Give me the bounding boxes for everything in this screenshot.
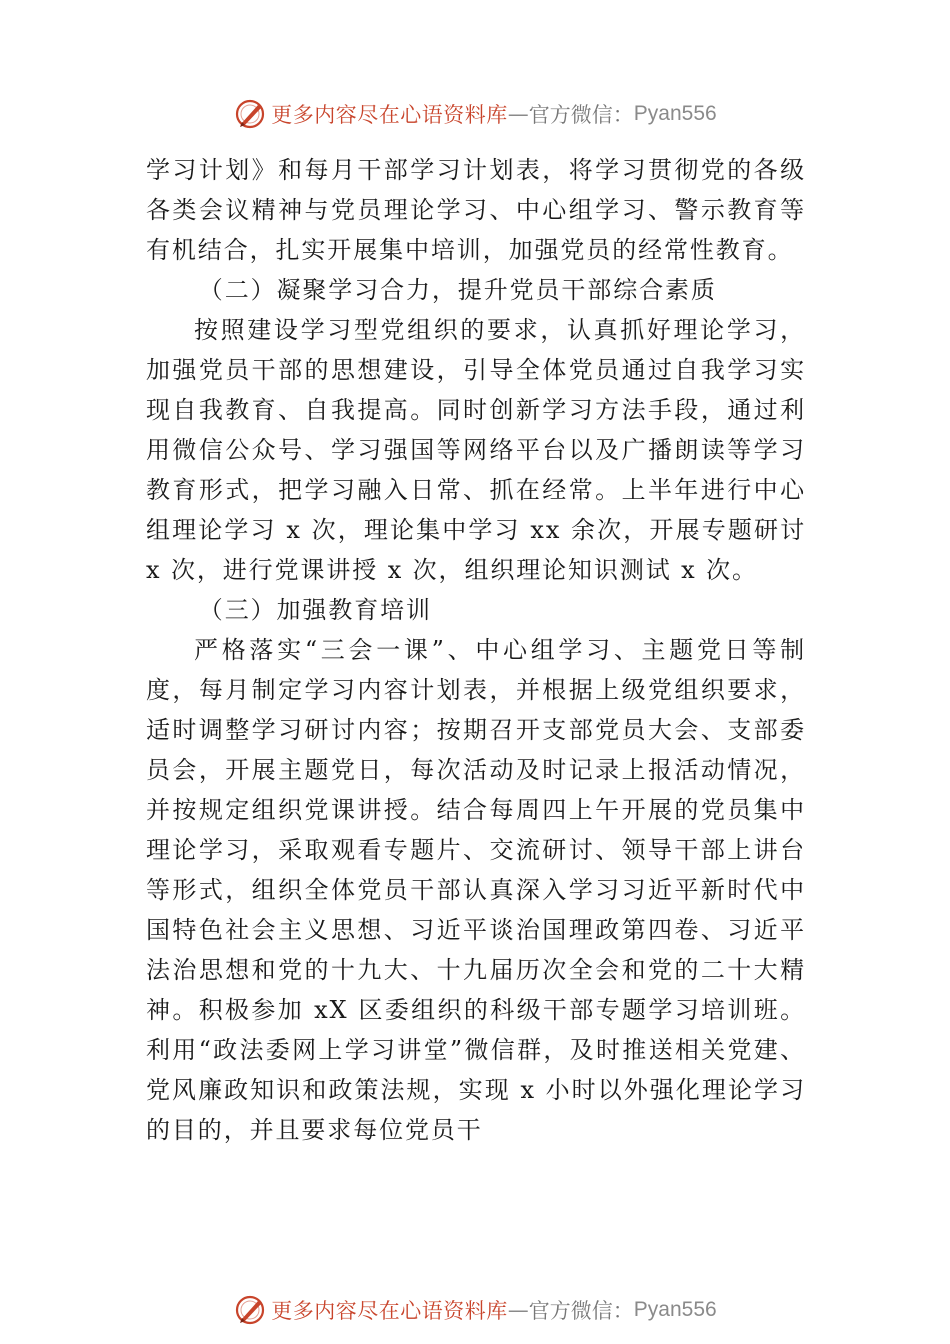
paragraph-continued: 学习计划》和每月干部学习计划表，将学习贯彻党的各级各类会议精神与党员理论学习、中心组学习、警示教育等有机结合，扎实开展集中培训，加强党员的经常性教育。 bbox=[146, 156, 806, 264]
watermark-dash: — bbox=[507, 102, 529, 126]
watermark-label: 官方微信： bbox=[528, 1299, 634, 1323]
watermark-wechat-id: Pyan556 bbox=[633, 102, 717, 125]
watermark-dash: — bbox=[507, 1298, 529, 1322]
watermark-label: 官方微信： bbox=[528, 103, 634, 127]
section-heading-2: （二）凝聚学习合力，提升党员干部综合素质 bbox=[198, 276, 717, 304]
document-body bbox=[146, 150, 806, 1150]
paragraph-2: 按照建设学习型党组织的要求，认真抓好理论学习，加强党员干部的思想建设，引导全体党员通过自我学习实现自我教育、自我提高。同时创新学习方法手段，通过利用微信公众号、学习强国等网络平台以及广播朗读等学习教育形式，把学习融入日常、抓在经常。上半年进行中心组理论学习 x 次，理论集中学习 xx 余次，开展专题研讨 x 次，进行党课讲授 x 次，组织理论知识测试 x 次。 bbox=[146, 316, 806, 584]
pen-circle-logo-icon bbox=[233, 97, 267, 131]
watermark-brand: 更多内容尽在心语资料库 bbox=[271, 1299, 508, 1323]
pen-circle-logo-icon bbox=[233, 1293, 267, 1327]
watermark-brand: 更多内容尽在心语资料库 bbox=[271, 103, 508, 127]
header-watermark bbox=[0, 94, 950, 134]
footer-watermark bbox=[0, 1290, 950, 1330]
paragraph-3: 严格落实“三会一课”、中心组学习、主题党日等制度，每月制定学习内容计划表，并根据上级党组织要求，适时调整学习研讨内容；按期召开支部党员大会、支部委员会，开展主题党日，每次活动及时记录上报活动情况，并按规定组织党课讲授。结合每周四上午开展的党员集中理论学习，采取观看专题片、交流研讨、领导干部上讲台等形式，组织全体党员干部认真深入学习习近平新时代中国特色社会主义思想、习近平谈治国理政第四卷、习近平法治思想和党的十九大、十九届历次全会和党的二十大精神。积极参加 xX 区委组织的科级干部专题学习培训班。利用“政法委网上学习讲堂”微信群，及时推送相关党建、党风廉政知识和政策法规，实现 x 小时以外强化理论学习的目的，并且要求每位党员干 bbox=[146, 636, 806, 1144]
watermark-wechat-id: Pyan556 bbox=[633, 1298, 717, 1321]
section-heading-3: （三）加强教育培训 bbox=[198, 596, 432, 624]
